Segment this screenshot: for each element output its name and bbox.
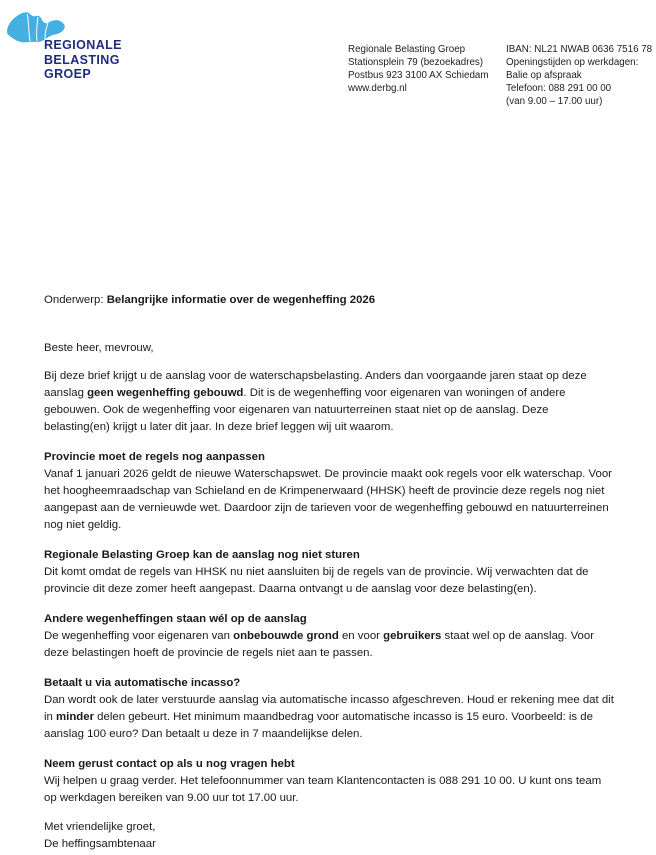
section-heading: Neem gerust contact op als u nog vragen hebt	[44, 758, 295, 770]
section-bold-segment: minder	[56, 711, 95, 723]
section-aanslag-niet-sturen	[44, 547, 616, 598]
section-text	[44, 692, 616, 743]
intro-paragraph	[44, 368, 616, 436]
intro-bold: geen wegenheffing gebouwd	[87, 387, 244, 399]
rbg-wordmark	[44, 38, 122, 82]
header-contact-block	[506, 43, 652, 108]
section-text-segment: De wegenheffing voor eigenaren van	[44, 630, 234, 642]
subject-label: Onderwerp:	[44, 294, 107, 306]
letter-body	[44, 292, 616, 853]
closing-greeting: Met vriendelijke groet,	[44, 821, 156, 833]
wordmark-line: GROEP	[44, 67, 92, 81]
phone-hours: (van 9.00 – 17.00 uur)	[506, 96, 603, 107]
section-heading: Regionale Belasting Groep kan de aanslag nog niet sturen	[44, 549, 360, 561]
iban: IBAN: NL21 NWAB 0636 7516 78	[506, 44, 653, 55]
section-bold-segment: onbebouwde grond	[233, 630, 339, 642]
header-address-block	[348, 43, 489, 95]
intro-text: . Dit is de wegenheffing voor eigenaren van woningen of andere gebouwen. Ook de wegenheffing voor eigenaren van natuurterreinen staat niet op de aanslag. Deze belasting(en) krijgt u later dit jaar. In deze brief leggen wij uit waarom.	[44, 387, 566, 433]
subject-line	[44, 292, 616, 309]
section-provincie-regels	[44, 449, 616, 534]
section-text-segment: staat wel op de aanslag. Voor deze belastingen hoeft de provincie de regels niet aan te passen.	[44, 630, 595, 659]
wordmark-line: REGIONALE	[44, 38, 122, 52]
section-text: Wij helpen u graag verder. Het telefoonnummer van team Klantencontacten is 088 291 10 00. U kunt ons team op werkdagen bereiken van 9.00 uur tot 17.00 uur.	[44, 775, 602, 804]
section-text-segment: delen gebeurt. Het minimum maandbedrag voor automatische incasso is 15 euro. Voorbeeld: is de aanslag 100 euro? Dan betaalt u deze in 7 maandelijkse delen.	[44, 711, 593, 740]
desk-by-appointment: Balie op afspraak	[506, 70, 582, 81]
phone-number: Telefoon: 088 291 00 00	[506, 83, 612, 94]
closing-signature: De heffingsambtenaar	[44, 838, 156, 850]
postal-address: Postbus 923 3100 AX Schiedam	[348, 70, 489, 81]
closing-block	[44, 819, 616, 853]
org-name: Regionale Belasting Groep	[348, 44, 466, 55]
section-text: Dit komt omdat de regels van HHSK nu niet aansluiten bij de regels van de provincie. Wij verwachten dat de provincie dit deze zomer heeft aangepast. Daarna ontvangt u de aanslag voor deze belasting(en).	[44, 566, 589, 595]
section-heading: Andere wegenheffingen staan wél op de aanslag	[44, 613, 307, 625]
section-text: Vanaf 1 januari 2026 geldt de nieuwe Waterschapswet. De provincie maakt ook regels voor elk waterschap. Voor het hoogheemraadschap van Schieland en de Krimpenerwaard (HHSK) heeft de provincie deze regels nog niet aangepast aan de vernieuwde wet. Daardoor zijn de tarieven voor de wegenheffing gebouwd en natuurterreinen nog niet geldig.	[44, 468, 612, 531]
section-automatische-incasso	[44, 675, 616, 743]
section-andere-wegenheffingen	[44, 611, 616, 662]
section-heading: Provincie moet de regels nog aanpassen	[44, 451, 265, 463]
section-text-segment: Dan wordt ook de later verstuurde aanslag via automatische incasso afgeschreven. Houd er rekening mee dat dit in	[44, 694, 614, 723]
section-contact	[44, 756, 616, 807]
visit-address: Stationsplein 79 (bezoekadres)	[348, 57, 484, 68]
section-heading: Betaalt u via automatische incasso?	[44, 677, 241, 689]
section-text-segment: en voor	[338, 630, 384, 642]
salutation: Beste heer, mevrouw,	[44, 342, 154, 354]
opening-hours-label: Openingstijden op werkdagen:	[506, 57, 639, 68]
website-url: www.derbg.nl	[348, 83, 407, 94]
section-bold-segment: gebruikers	[383, 630, 442, 642]
intro-text: Bij deze brief krijgt u de aanslag voor de waterschapsbelasting. Anders dan voorgaande jaren staat op deze aanslag	[44, 370, 587, 399]
subject-text: Belangrijke informatie over de wegenheffing 2026	[106, 294, 376, 306]
wordmark-line: BELASTING	[44, 52, 120, 67]
section-text	[44, 628, 616, 662]
